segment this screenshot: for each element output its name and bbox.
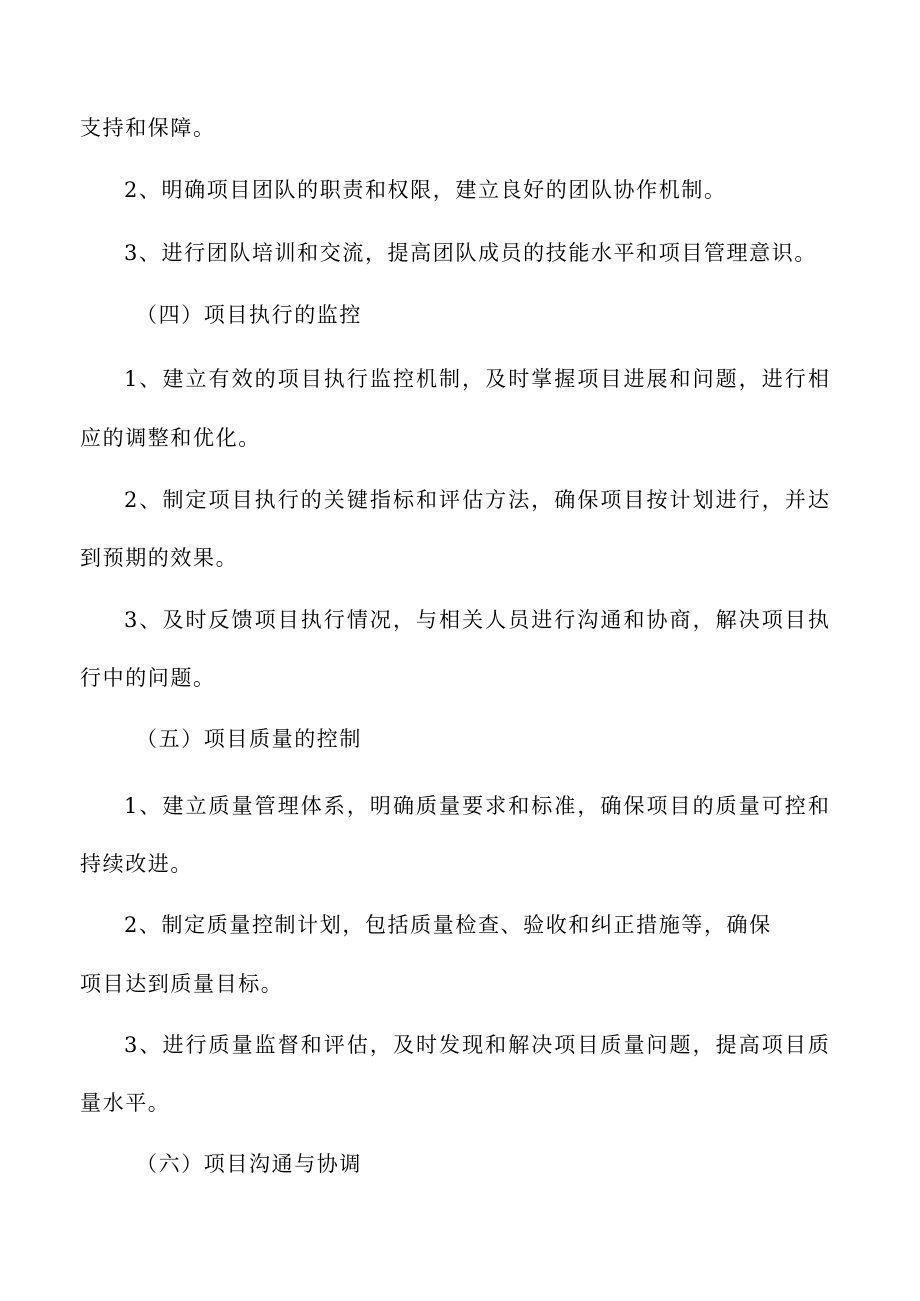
list-item-2-quality-plan-line-2: 项目达到质量目标。: [80, 972, 284, 996]
list-item-2-indicators-line-1: 2、制定项目执行的关键指标和评估方法，确保项目按计划进行，并达: [124, 488, 831, 512]
list-item-1-monitoring-line-1: 1、建立有效的项目执行监控机制，及时掌握项目进展和问题，进行相: [124, 367, 831, 391]
list-item-3-quality-supervision-line-2: 量水平。: [80, 1091, 171, 1115]
list-item-1-monitoring-line-2: 应的调整和优化。: [80, 426, 261, 450]
section-heading-6: （六）项目沟通与协调: [136, 1152, 362, 1176]
list-item-3-quality-supervision-line-1: 3、进行质量监督和评估，及时发现和解决项目质量问题，提高项目质: [124, 1033, 831, 1057]
list-item-2-team-duties: 2、明确项目团队的职责和权限，建立良好的团队协作机制。: [124, 178, 727, 202]
list-item-1-quality-system-line-1: 1、建立质量管理体系，明确质量要求和标准，确保项目的质量可控和: [124, 794, 831, 818]
list-item-2-quality-plan-line-1: 2、制定质量控制计划，包括质量检查、验收和纠正措施等，确保: [124, 913, 772, 937]
section-heading-4: （四）项目执行的监控: [136, 303, 362, 327]
list-item-2-indicators-line-2: 到预期的效果。: [80, 546, 239, 570]
list-item-3-feedback-line-2: 行中的问题。: [80, 666, 216, 690]
paragraph-continuation: 支持和保障。: [80, 116, 216, 140]
list-item-1-quality-system-line-2: 持续改进。: [80, 852, 193, 876]
list-item-3-feedback-line-1: 3、及时反馈项目执行情况，与相关人员进行沟通和协商，解决项目执: [124, 608, 831, 632]
section-heading-5: （五）项目质量的控制: [136, 727, 362, 751]
list-item-3-team-training: 3、进行团队培训和交流，提高团队成员的技能水平和项目管理意识。: [124, 241, 817, 265]
